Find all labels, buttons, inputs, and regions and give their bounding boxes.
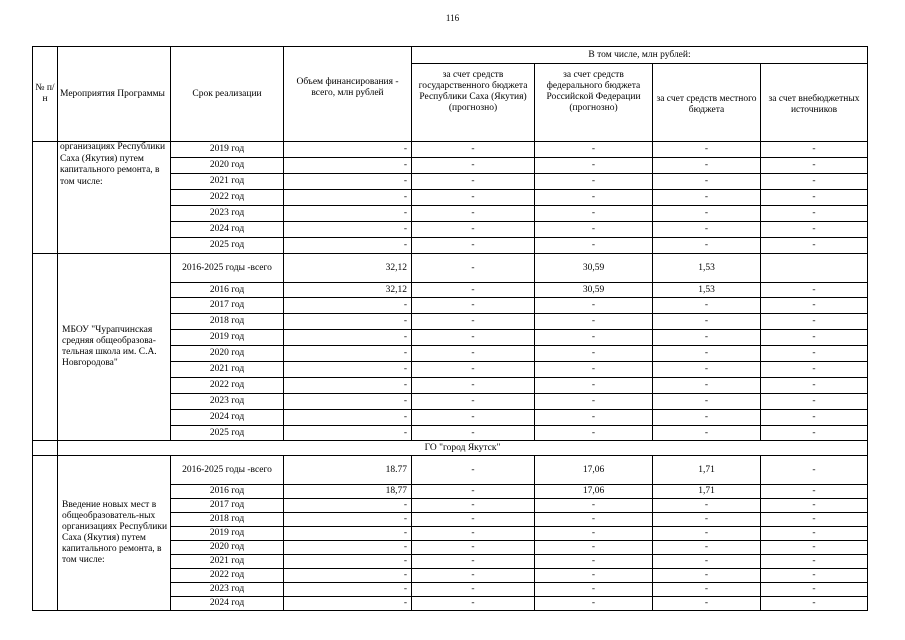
local-budget-cell: 1,53 [653, 254, 761, 283]
page-number: 116 [445, 13, 460, 23]
federal-budget-cell: 17,06 [535, 485, 653, 499]
federal-budget-cell: - [535, 378, 653, 394]
state-budget-cell: - [412, 426, 535, 441]
extra-budget-cell: - [761, 378, 868, 394]
extra-budget-cell [761, 254, 868, 283]
state-budget-cell: - [412, 527, 535, 541]
federal-budget-cell: 30,59 [535, 254, 653, 283]
federal-budget-cell: - [535, 499, 653, 513]
row-num-cell [33, 456, 58, 611]
total-cell: - [284, 206, 412, 222]
financing-table [32, 46, 868, 611]
total-cell: - [284, 362, 412, 378]
total-cell: - [284, 541, 412, 555]
table-row [33, 142, 868, 158]
period-cell: 2016-2025 годы -всего [171, 254, 284, 283]
total-cell: - [284, 555, 412, 569]
federal-budget-cell: - [535, 158, 653, 174]
federal-budget-cell: - [535, 142, 653, 158]
local-budget-cell: - [653, 513, 761, 527]
local-budget-cell: - [653, 394, 761, 410]
federal-budget-cell: - [535, 513, 653, 527]
federal-budget-cell: - [535, 190, 653, 206]
local-budget-cell: - [653, 142, 761, 158]
federal-budget-cell: - [535, 541, 653, 555]
total-cell: - [284, 527, 412, 541]
extra-budget-cell: - [761, 394, 868, 410]
extra-budget-cell: - [761, 222, 868, 238]
federal-budget-cell: - [535, 394, 653, 410]
state-budget-cell: - [412, 206, 535, 222]
total-cell: - [284, 238, 412, 254]
header-local-budget: за счет средств местного бюджета [653, 64, 761, 142]
municipality-title: ГО "город Якутск" [58, 441, 868, 456]
extra-budget-cell: - [761, 569, 868, 583]
federal-budget-cell: - [535, 298, 653, 314]
local-budget-cell: - [653, 158, 761, 174]
extra-budget-cell: - [761, 555, 868, 569]
row-num-cell [33, 441, 58, 456]
extra-budget-cell: - [761, 174, 868, 190]
local-budget-cell: - [653, 499, 761, 513]
row-num-cell [33, 254, 58, 441]
total-cell: - [284, 142, 412, 158]
federal-budget-cell: - [535, 426, 653, 441]
period-cell: 2019 год [171, 142, 284, 158]
state-budget-cell: - [412, 513, 535, 527]
extra-budget-cell: - [761, 330, 868, 346]
local-budget-cell: - [653, 298, 761, 314]
local-budget-cell: - [653, 410, 761, 426]
total-cell: - [284, 410, 412, 426]
activity-cell: Введение новых мест в общеобразователь-ных организациях Республики Саха (Якутия) путем капитального ремонта, в том числе: [58, 456, 171, 611]
extra-budget-cell: - [761, 238, 868, 254]
local-budget-cell: 1,71 [653, 456, 761, 485]
local-budget-cell: - [653, 206, 761, 222]
federal-budget-cell: - [535, 410, 653, 426]
local-budget-cell: - [653, 222, 761, 238]
total-cell: - [284, 330, 412, 346]
state-budget-cell: - [412, 346, 535, 362]
period-cell: 2023 год [171, 394, 284, 410]
extra-budget-cell: - [761, 527, 868, 541]
local-budget-cell: - [653, 527, 761, 541]
state-budget-cell: - [412, 174, 535, 190]
period-cell: 2020 год [171, 346, 284, 362]
header-including: В том числе, млн рублей: [412, 47, 868, 64]
federal-budget-cell: - [535, 330, 653, 346]
state-budget-cell: - [412, 597, 535, 611]
local-budget-cell: 1,53 [653, 283, 761, 298]
total-cell: - [284, 569, 412, 583]
municipality-row [33, 441, 868, 456]
federal-budget-cell: - [535, 174, 653, 190]
period-cell: 2021 год [171, 362, 284, 378]
federal-budget-cell: - [535, 314, 653, 330]
extra-budget-cell: - [761, 362, 868, 378]
extra-budget-cell: - [761, 158, 868, 174]
total-cell: 18.77 [284, 456, 412, 485]
federal-budget-cell: - [535, 362, 653, 378]
federal-budget-cell: - [535, 597, 653, 611]
extra-budget-cell: - [761, 456, 868, 485]
local-budget-cell: - [653, 583, 761, 597]
local-budget-cell: - [653, 314, 761, 330]
total-cell: - [284, 174, 412, 190]
extra-budget-cell: - [761, 346, 868, 362]
total-cell: - [284, 222, 412, 238]
local-budget-cell: - [653, 174, 761, 190]
period-cell: 2016 год [171, 283, 284, 298]
total-cell: 32,12 [284, 254, 412, 283]
total-cell: - [284, 298, 412, 314]
extra-budget-cell: - [761, 410, 868, 426]
local-budget-cell: - [653, 378, 761, 394]
header-state-budget: за счет средств государственного бюджета Республики Саха (Якутия) (прогнозно) [412, 64, 535, 142]
local-budget-cell: - [653, 555, 761, 569]
period-cell: 2023 год [171, 583, 284, 597]
extra-budget-cell: - [761, 283, 868, 298]
federal-budget-cell: 30,59 [535, 283, 653, 298]
total-cell: - [284, 158, 412, 174]
header-period: Срок реализации [171, 47, 284, 142]
period-cell: 2021 год [171, 555, 284, 569]
state-budget-cell: - [412, 499, 535, 513]
total-cell: - [284, 378, 412, 394]
state-budget-cell: - [412, 142, 535, 158]
extra-budget-cell: - [761, 206, 868, 222]
activity-cell: организациях Республики Саха (Якутия) путем капитального ремонта, в том числе: [58, 142, 171, 254]
extra-budget-cell: - [761, 298, 868, 314]
total-cell: - [284, 597, 412, 611]
state-budget-cell: - [412, 158, 535, 174]
state-budget-cell: - [412, 254, 535, 283]
table-body [33, 47, 868, 611]
period-cell: 2018 год [171, 314, 284, 330]
state-budget-cell: - [412, 330, 535, 346]
period-cell: 2018 год [171, 513, 284, 527]
total-cell: - [284, 190, 412, 206]
extra-budget-cell: - [761, 513, 868, 527]
activity-cell: МБОУ "Чурапчинская средняя общеобразова-тельная школа им. С.А. Новгородова" [58, 254, 171, 441]
extra-budget-cell: - [761, 485, 868, 499]
state-budget-cell: - [412, 541, 535, 555]
federal-budget-cell: - [535, 206, 653, 222]
state-budget-cell: - [412, 394, 535, 410]
table-row [33, 456, 868, 485]
state-budget-cell: - [412, 314, 535, 330]
local-budget-cell: - [653, 238, 761, 254]
header-num: № п/н [33, 47, 58, 142]
federal-budget-cell: - [535, 555, 653, 569]
extra-budget-cell: - [761, 541, 868, 555]
period-cell: 2023 год [171, 206, 284, 222]
state-budget-cell: - [412, 456, 535, 485]
federal-budget-cell: - [535, 527, 653, 541]
local-budget-cell: - [653, 569, 761, 583]
period-cell: 2024 год [171, 222, 284, 238]
local-budget-cell: - [653, 190, 761, 206]
state-budget-cell: - [412, 362, 535, 378]
federal-budget-cell: - [535, 583, 653, 597]
state-budget-cell: - [412, 222, 535, 238]
period-cell: 2017 год [171, 499, 284, 513]
period-cell: 2024 год [171, 597, 284, 611]
period-cell: 2020 год [171, 541, 284, 555]
state-budget-cell: - [412, 583, 535, 597]
state-budget-cell: - [412, 378, 535, 394]
local-budget-cell: - [653, 346, 761, 362]
local-budget-cell: - [653, 541, 761, 555]
period-cell: 2022 год [171, 569, 284, 583]
period-cell: 2024 год [171, 410, 284, 426]
extra-budget-cell: - [761, 426, 868, 441]
local-budget-cell: - [653, 426, 761, 441]
state-budget-cell: - [412, 190, 535, 206]
total-cell: - [284, 499, 412, 513]
period-cell: 2025 год [171, 238, 284, 254]
federal-budget-cell: - [535, 346, 653, 362]
total-cell: - [284, 314, 412, 330]
table-row [33, 254, 868, 283]
federal-budget-cell: 17,06 [535, 456, 653, 485]
state-budget-cell: - [412, 238, 535, 254]
state-budget-cell: - [412, 298, 535, 314]
federal-budget-cell: - [535, 238, 653, 254]
total-cell: - [284, 394, 412, 410]
period-cell: 2017 год [171, 298, 284, 314]
extra-budget-cell: - [761, 190, 868, 206]
period-cell: 2025 год [171, 426, 284, 441]
extra-budget-cell: - [761, 314, 868, 330]
state-budget-cell: - [412, 555, 535, 569]
state-budget-cell: - [412, 283, 535, 298]
federal-budget-cell: - [535, 222, 653, 238]
state-budget-cell: - [412, 485, 535, 499]
period-cell: 2019 год [171, 527, 284, 541]
local-budget-cell: - [653, 362, 761, 378]
extra-budget-cell: - [761, 583, 868, 597]
total-cell: 32,12 [284, 283, 412, 298]
extra-budget-cell: - [761, 142, 868, 158]
period-cell: 2022 год [171, 378, 284, 394]
local-budget-cell: 1,71 [653, 485, 761, 499]
header-row [33, 47, 868, 64]
header-federal-budget: за счет средств федерального бюджета Российской Федерации (прогнозно) [535, 64, 653, 142]
extra-budget-cell: - [761, 597, 868, 611]
period-cell: 2016 год [171, 485, 284, 499]
total-cell: - [284, 426, 412, 441]
total-cell: - [284, 513, 412, 527]
state-budget-cell: - [412, 410, 535, 426]
local-budget-cell: - [653, 597, 761, 611]
header-activities: Мероприятия Программы [58, 47, 171, 142]
federal-budget-cell: - [535, 569, 653, 583]
period-cell: 2019 год [171, 330, 284, 346]
local-budget-cell: - [653, 330, 761, 346]
header-total: Объем финансирования - всего, млн рублей [284, 47, 412, 142]
state-budget-cell: - [412, 569, 535, 583]
row-num-cell [33, 142, 58, 254]
extra-budget-cell: - [761, 499, 868, 513]
period-cell: 2022 год [171, 190, 284, 206]
total-cell: - [284, 346, 412, 362]
total-cell: - [284, 583, 412, 597]
header-extra-budget: за счет внебюджетных источников [761, 64, 868, 142]
period-cell: 2016-2025 годы -всего [171, 456, 284, 485]
period-cell: 2020 год [171, 158, 284, 174]
period-cell: 2021 год [171, 174, 284, 190]
total-cell: 18,77 [284, 485, 412, 499]
